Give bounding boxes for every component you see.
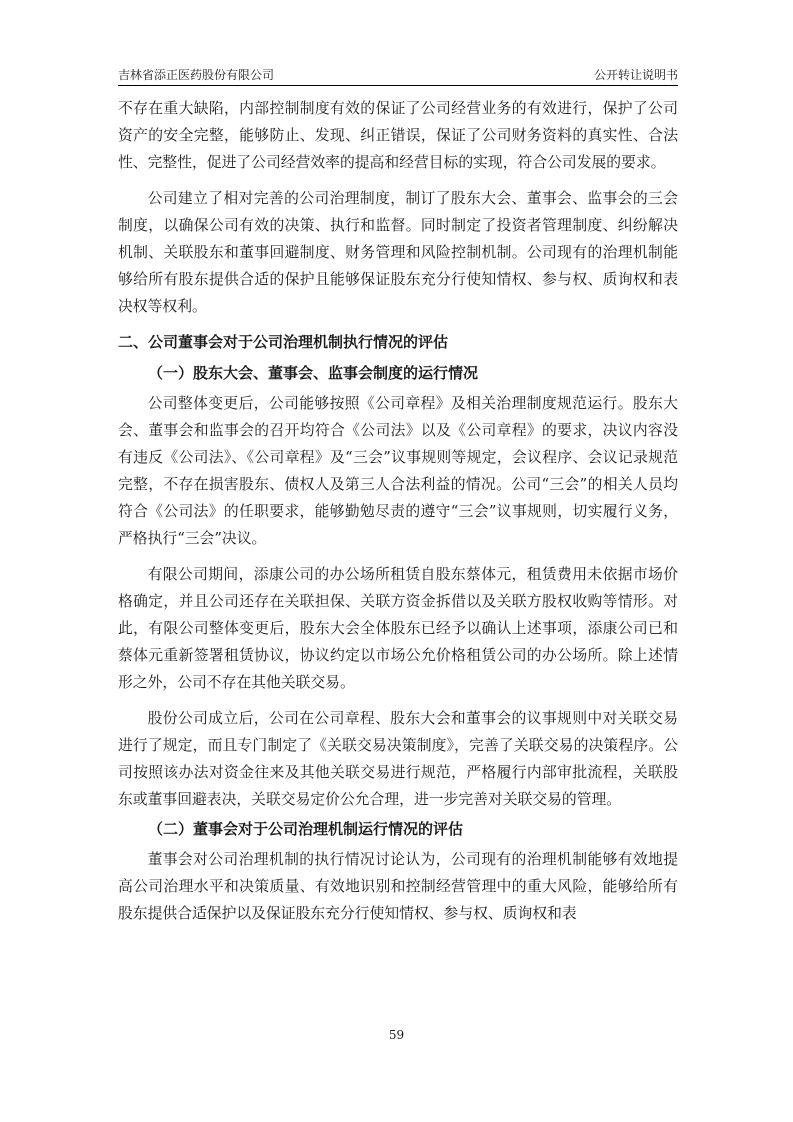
subsection-heading-2: （二）董事会对于公司治理机制运行情况的评估	[148, 820, 464, 838]
page-header	[118, 63, 678, 86]
paragraph-related-party-lease: 有限公司期间，添康公司的办公场所租赁自股东蔡体元，租赁费用未依据市场价格确定，并且公司还存在关联担保、关联方资金拆借以及关联方股权收购等情形。对此，有限公司整体变更后，股东大会全体股东已经予以确认上述事项，添康公司已和蔡体元重新签署租赁协议，协议约定以市场公允价格租赁公司的办公场所。除上述情形之外，公司不存在其他关联交易。	[118, 566, 678, 691]
subsection-heading-1: （一）股东大会、董事会、监事会制度的运行情况	[148, 364, 479, 382]
paragraph-continued: 不存在重大缺陷，内部控制制度有效的保证了公司经营业务的有效进行，保护了公司资产的安全完整，能够防止、发现、纠正错误，保证了公司财务资料的真实性、合法性、完整性，促进了公司经营效率的提高和经营目标的实现，符合公司发展的要求。	[118, 100, 678, 171]
paragraph-board-evaluation: 董事会对公司治理机制的执行情况讨论认为，公司现有的治理机制能够有效地提高公司治理水平和决策质量、有效地识别和控制经营管理中的重大风险，能够给所有股东提供合适保护以及保证股东充分行使知情权、参与权、质询权和表	[118, 851, 678, 922]
paragraph-governance-system: 公司建立了相对完善的公司治理制度，制订了股东大会、董事会、监事会的三会制度，以确保公司有效的决策、执行和监督。同时制定了投资者管理制度、纠纷解决机制、关联股东和董事回避制度、财务管理和风险控制机制。公司现有的治理机制能够给所有股东提供合适的保护且能够保证股东充分行使知情权、参与权、质询权和表决权等权利。	[118, 190, 678, 315]
header-document-type: 公开转让说明书	[593, 68, 678, 82]
paragraph-meetings-operation: 公司整体变更后，公司能够按照《公司章程》及相关治理制度规范运行。股东大会、董事会和监事会的召开均符合《公司法》以及《公司章程》的要求，决议内容没有违反《公司法》、《公司章程》及“三会”议事规则等规定，会议程序、会议记录规范完整，不存在损害股东、债权人及第三人合法利益的情况。公司“三会”的相关人员均符合《公司法》的任职要求，能够勤勉尽责的遵守“三会”议事规则，切实履行义务，严格执行“三会”决议。	[118, 395, 678, 547]
page-content	[118, 95, 678, 927]
page-number: 59	[388, 1028, 405, 1042]
header-company-name: 吉林省添正医药股份有限公司	[118, 68, 275, 82]
paragraph-related-transactions-policy: 股份公司成立后，公司在公司章程、股东大会和董事会的议事规则中对关联交易进行了规定，而且专门制定了《关联交易决策制度》，完善了关联交易的决策程序。公司按照该办法对资金往来及其他关联交易进行规范，严格履行内部审批流程，关联股东或董事回避表决，关联交易定价公允合理，进一步完善对关联交易的管理。	[118, 710, 678, 808]
section-heading: 二、公司董事会对于公司治理机制执行情况的评估	[118, 333, 449, 351]
